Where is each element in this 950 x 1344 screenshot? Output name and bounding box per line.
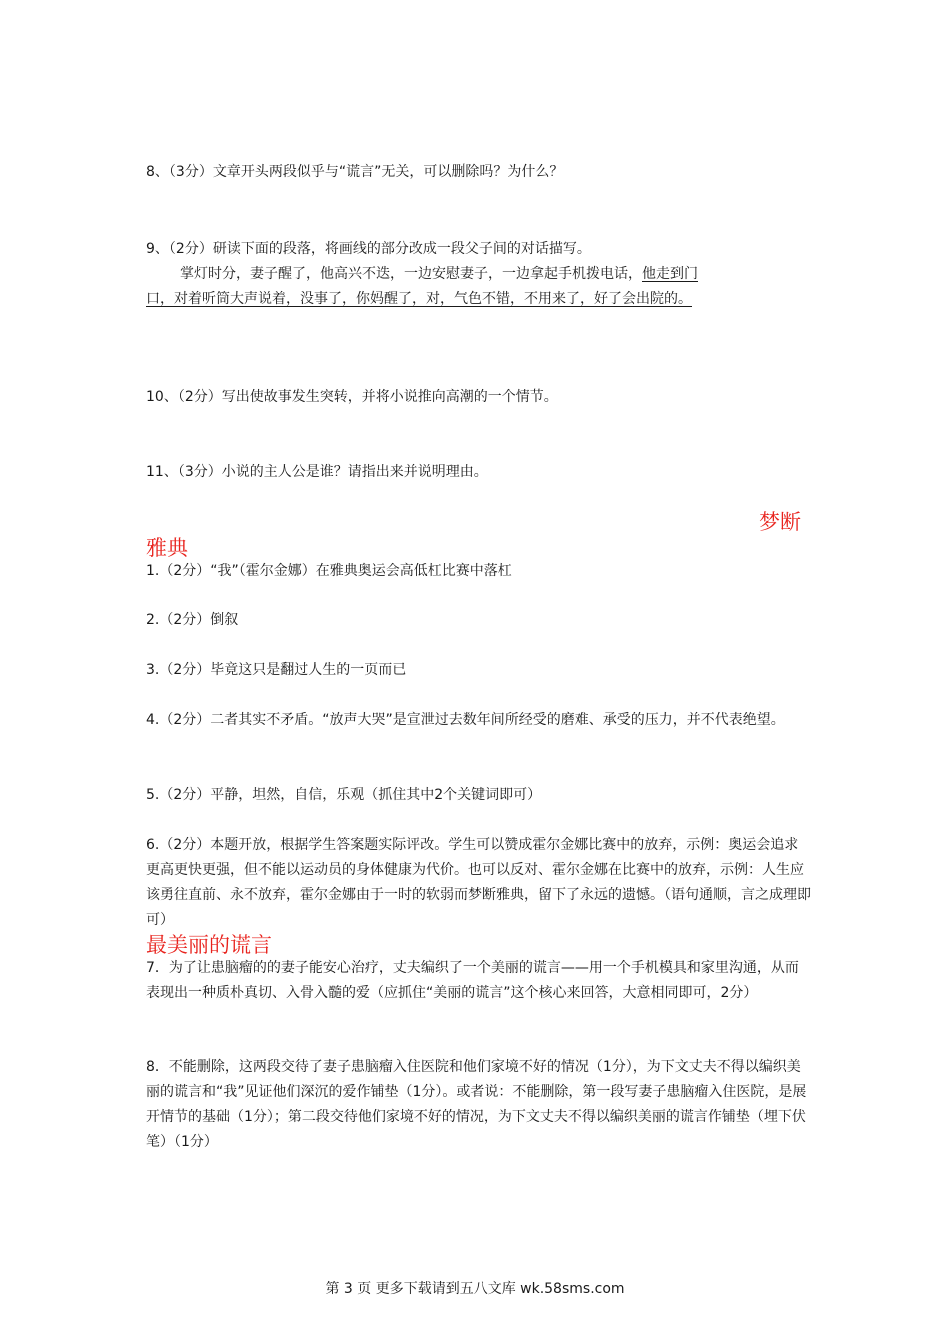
page-footer: 第 3 页 更多下载请到五八文库 wk.58sms.com — [325, 1281, 625, 1297]
question-8: 8、（3分）文章开头两段似乎与“谎言”无关，可以删除吗？为什么？ — [146, 164, 564, 180]
answer-1: 1.（2分）“我”（霍尔金娜）在雅典奥运会高低杠比赛中落杠 — [146, 563, 512, 579]
section-title-part1: 梦断 — [759, 510, 801, 534]
answer-8: 8．不能删除，这两段交待了妻子患脑瘤入住医院和他们家境不好的情况（1分），为下文丈夫不得以编织美丽的谎言和“我”见证他们深沉的爱作铺垫（1分）。或者说：不能删除，第一段写妻子患脑瘤入住医院，是展开情节的基础（1分）；第二段交待他们家境不好的情况，为下文丈夫不得以编织美丽的谎言作铺垫（埋下伏笔）（1分） — [146, 1059, 807, 1150]
question-10: 10、（2分）写出使故事发生突转，并将小说推向高潮的一个情节。 — [146, 389, 558, 405]
question-9: 9、（2分）研读下面的段落，将画线的部分改成一段父子间的对话描写。 — [146, 241, 591, 257]
passage-plain-text: 掌灯时分，妻子醒了，他高兴不迭，一边安慰妻子，一边拿起手机拨电话， — [180, 266, 642, 282]
section-title-2: 最美丽的谎言 — [146, 933, 272, 957]
section-title-part2: 雅典 — [146, 536, 188, 560]
answer-4: 4.（2分）二者其实不矛盾。“放声大哭”是宣泄过去数年间所经受的磨难、承受的压力，并不代表绝望。 — [146, 712, 785, 728]
question-11: 11、（3分）小说的主人公是谁？请指出来并说明理由。 — [146, 464, 488, 480]
answer-7: 7．为了让患脑瘤的的妻子能安心治疗，丈夫编织了一个美丽的谎言——用一个手机模具和家里沟通，从而表现出一种质朴真切、入骨入髓的爱（应抓住“美丽的谎言”这个核心来回答，大意相同即可，2分） — [146, 960, 799, 1001]
answer-6: 6.（2分）本题开放，根据学生答案题实际评改。学生可以赞成霍尔金娜比赛中的放弃，示例：奥运会追求更高更快更强，但不能以运动员的身体健康为代价。也可以反对、霍尔金娜在比赛中的放弃，示例：人生应该勇往直前、永不放弃，霍尔金娜由于一时的软弱而梦断雅典，留下了永远的遗憾。（语句通顺，言之成理即可） — [146, 837, 811, 928]
answer-3: 3.（2分）毕竟这只是翻过人生的一页而已 — [146, 662, 407, 678]
passage-underlined-text-continued: 口，对着听筒大声说着，没事了，你妈醒了，对，气色不错，不用来了，好了会出院的。 — [146, 291, 692, 307]
answer-5: 5.（2分）平静，坦然，自信，乐观（抓住其中2个关键词即可） — [146, 787, 542, 803]
question-9-passage — [146, 262, 811, 312]
answer-2: 2.（2分）倒叙 — [146, 612, 239, 628]
passage-underlined-text: 他走到门 — [642, 266, 698, 282]
